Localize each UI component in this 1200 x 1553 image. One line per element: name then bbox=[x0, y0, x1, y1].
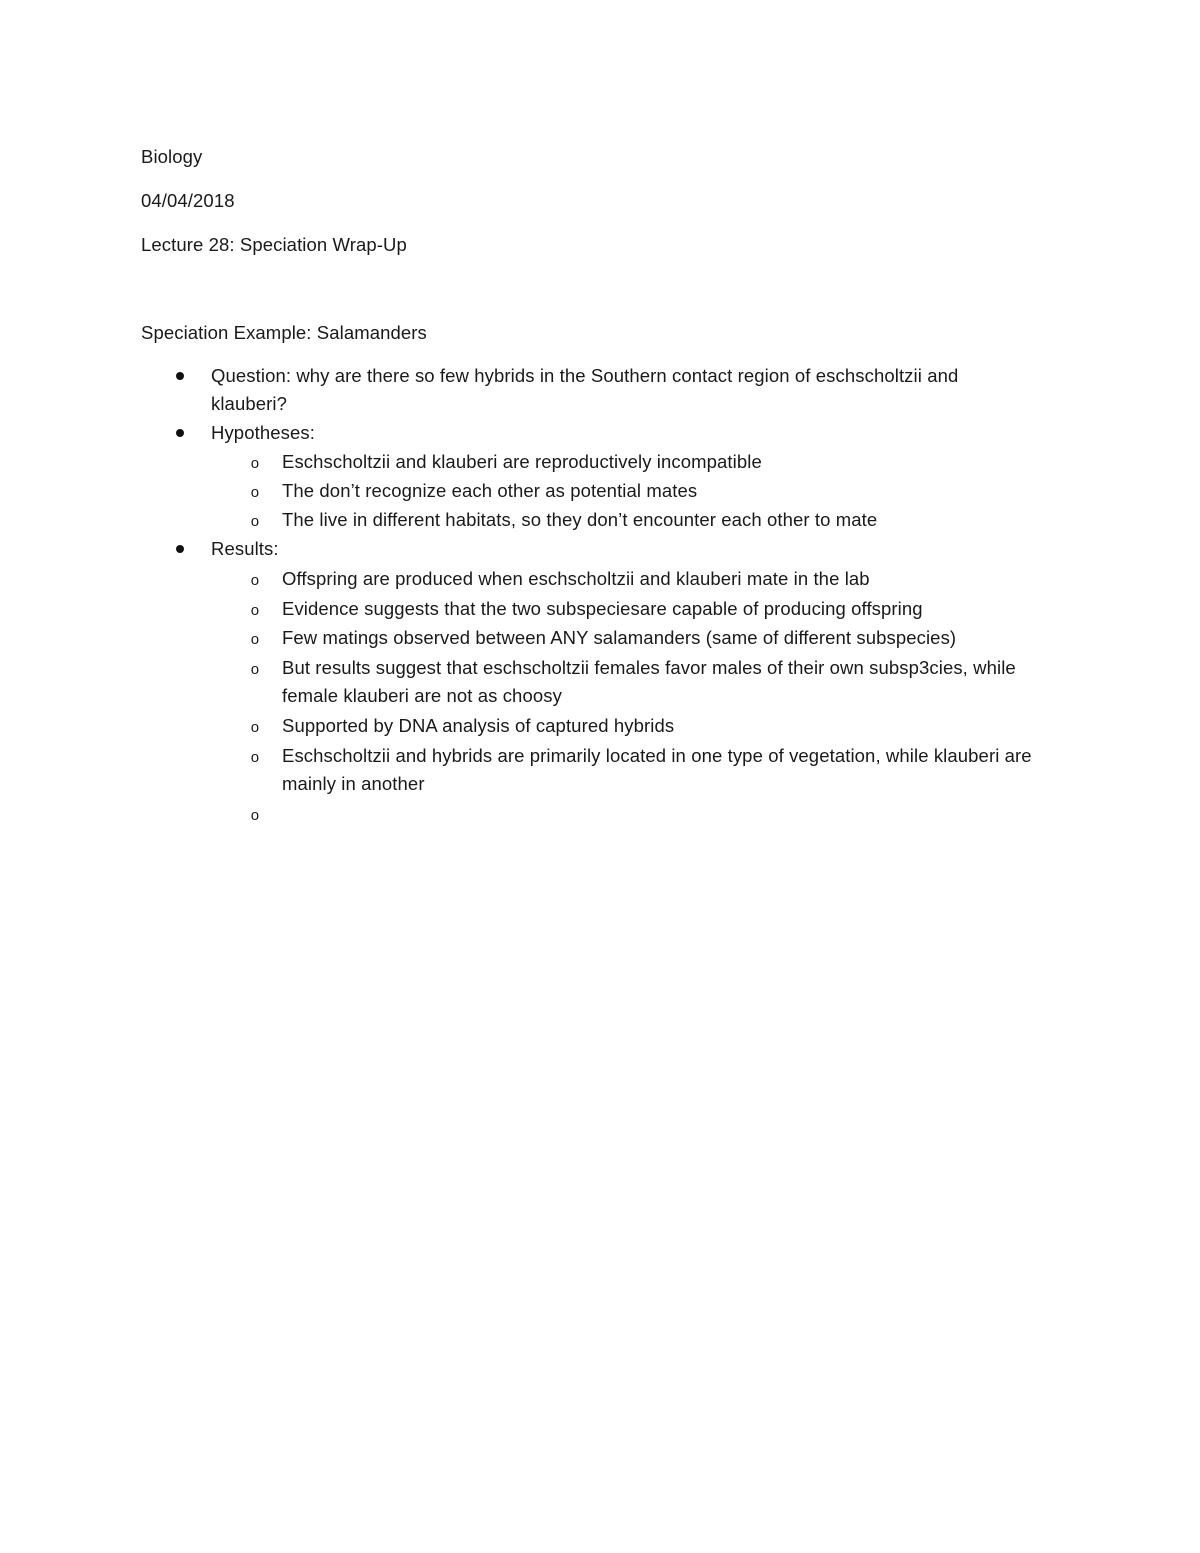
section-heading: Speciation Example: Salamanders bbox=[141, 322, 427, 343]
sub-list-item: Eschscholtzii and klauberi are reproductively incompatible bbox=[282, 451, 762, 472]
lecture-title: Lecture 28: Speciation Wrap-Up bbox=[141, 234, 407, 255]
sub-bullet-marker: o bbox=[250, 484, 260, 501]
sub-bullet-marker: o bbox=[250, 661, 260, 678]
sub-list-item: Evidence suggests that the two subspeciesare capable of producing offspring bbox=[282, 598, 923, 619]
sub-list-item: The don’t recognize each other as potential mates bbox=[282, 480, 698, 501]
sub-bullet-marker: o bbox=[250, 719, 260, 736]
list-item-hypotheses: Hypotheses: bbox=[211, 422, 315, 443]
sub-bullet-marker: o bbox=[250, 749, 260, 766]
list-item-results: Results: bbox=[211, 538, 279, 559]
sub-bullet-marker: o bbox=[250, 631, 260, 648]
list-item-question: Question: why are there so few hybrids in the Southern contact region of eschscholtzii and klauberi? bbox=[211, 365, 959, 414]
sub-bullet-marker: o bbox=[250, 807, 260, 824]
sub-bullet-marker: o bbox=[250, 572, 260, 589]
sub-list-item: Supported by DNA analysis of captured hybrids bbox=[282, 715, 675, 736]
sub-list-item: But results suggest that eschscholtzii females favor males of their own subsp3cies, while female klauberi are not as choosy bbox=[282, 657, 1016, 706]
sub-list-item: The live in different habitats, so they don’t encounter each other to mate bbox=[282, 509, 878, 530]
sub-list-item: Few matings observed between ANY salamanders (same of different subspecies) bbox=[282, 627, 957, 648]
bullet-marker bbox=[176, 545, 184, 553]
sub-list-item: Eschscholtzii and hybrids are primarily located in one type of vegetation, while klauberi are mainly in another bbox=[282, 745, 1032, 794]
bullet-marker bbox=[176, 372, 184, 380]
sub-list-item: Offspring are produced when eschscholtzii and klauberi mate in the lab bbox=[282, 568, 870, 589]
sub-bullet-marker: o bbox=[250, 602, 260, 619]
bullet-marker bbox=[176, 429, 184, 437]
lecture-date: 04/04/2018 bbox=[141, 190, 235, 211]
course-title: Biology bbox=[141, 146, 203, 167]
sub-bullet-marker: o bbox=[250, 455, 260, 472]
sub-bullet-marker: o bbox=[250, 513, 260, 530]
